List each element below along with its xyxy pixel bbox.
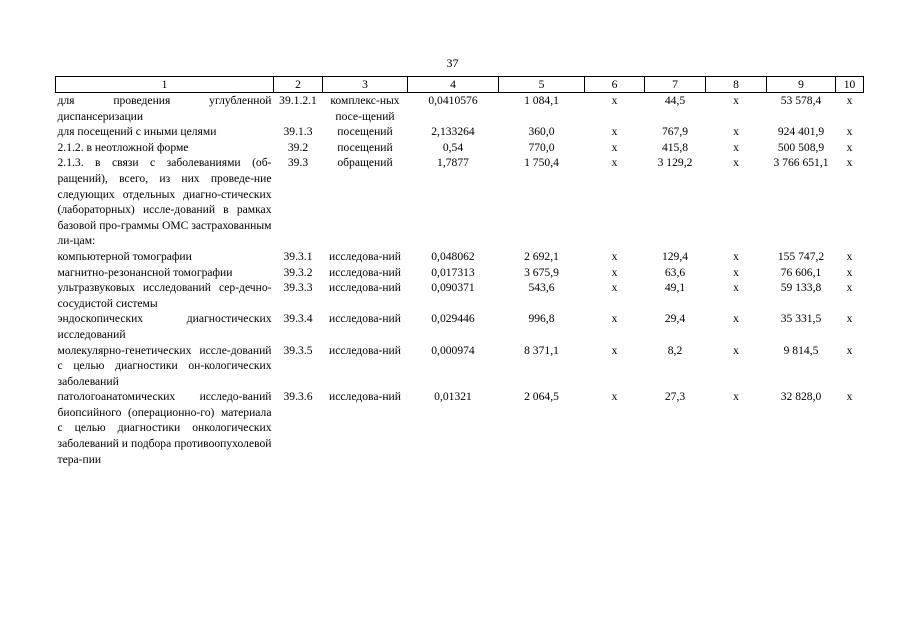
row-col7-cell: 8,2 [667, 343, 683, 357]
column-header-4: 4 [408, 77, 499, 93]
table-header [56, 77, 864, 93]
table-row [56, 124, 864, 140]
row-col6-cell: х [611, 94, 618, 107]
column-header-8: 8 [706, 77, 767, 93]
row-col8-cell: х [733, 249, 739, 263]
row-code-cell: 39.1.3 [283, 125, 313, 139]
row-name-cell: молекулярно-генетических иссле-дований с целью диагностики он-кологических заболеваний [57, 343, 272, 388]
row-col4-cell: 0,01321 [434, 390, 472, 404]
column-header-1: 1 [56, 77, 274, 93]
row-unit-cell: исследова-ний [329, 265, 401, 279]
row-col7-cell: 767,9 [661, 125, 689, 139]
row-col9-cell: 155 747,2 [777, 249, 825, 263]
row-col8-cell: х [733, 140, 739, 154]
row-col6-cell: х [611, 156, 618, 170]
row-col10-cell: х [846, 390, 853, 404]
table-row [56, 280, 864, 311]
row-col6-cell: х [611, 281, 618, 295]
column-header-5: 5 [499, 77, 585, 93]
table-row [56, 249, 864, 265]
table-row [56, 265, 864, 281]
page-number: 37 [446, 56, 459, 70]
row-col6-cell: х [611, 140, 618, 154]
column-header-10: 10 [836, 77, 864, 93]
row-col7-cell: 63,6 [664, 265, 686, 279]
row-unit-cell: исследова-ний [329, 312, 401, 326]
row-code-cell: 39.3.6 [283, 390, 313, 404]
row-col6-cell: х [611, 265, 618, 279]
row-name-cell: для посещений с иными целями [57, 125, 217, 139]
row-col5-cell: 8 371,1 [524, 343, 559, 357]
row-col10-cell: х [846, 94, 853, 107]
row-col7-cell: 3 129,2 [657, 156, 693, 170]
row-col9-cell: 59 133,8 [780, 281, 822, 295]
row-col9-cell: 53 578,4 [780, 94, 822, 107]
row-unit-cell: обращений [337, 156, 393, 170]
row-col4-cell: 0,000974 [431, 343, 475, 357]
row-col10-cell: х [846, 265, 853, 279]
table-row [56, 93, 864, 125]
row-col4-cell: 2,133264 [431, 125, 475, 139]
row-col9-cell: 76 606,1 [780, 265, 822, 279]
row-col8-cell: х [733, 343, 739, 357]
row-unit-cell: исследова-ний [329, 249, 401, 263]
row-code-cell: 39.3.2 [283, 265, 313, 279]
row-col8-cell: х [733, 156, 739, 170]
row-col10-cell: х [846, 125, 853, 139]
row-col8-cell: х [733, 265, 739, 279]
row-name-cell: эндоскопических диагностических исследований [57, 312, 272, 341]
row-col4-cell: 0,090371 [431, 281, 475, 295]
row-col10-cell: х [846, 249, 853, 263]
row-col5-cell: 3 675,9 [524, 265, 559, 279]
row-col7-cell: 27,3 [664, 390, 686, 404]
row-code-cell: 39.3.3 [283, 281, 313, 295]
row-unit-cell: посещений [337, 140, 393, 154]
row-name-cell: патологоанатомических исследо-ваний биопсийного (операционно-го) материала с целью диагностики онкологических заболеваний и подбора противоопухолевой тера-пии [57, 390, 272, 466]
row-col4-cell: 0,029446 [431, 312, 475, 326]
row-col4-cell: 0,0410576 [428, 94, 478, 107]
row-col10-cell: х [846, 140, 853, 154]
row-col8-cell: х [733, 312, 739, 326]
row-col6-cell: х [611, 390, 618, 404]
row-code-cell: 39.1.2.1 [279, 94, 317, 107]
row-col7-cell: 49,1 [664, 281, 686, 295]
row-col5-cell: 360,0 [528, 125, 555, 139]
column-header-3: 3 [323, 77, 408, 93]
row-name-cell: 2.1.2. в неотложной форме [57, 140, 189, 154]
row-unit-cell: исследова-ний [329, 281, 401, 295]
table-row [56, 389, 864, 467]
row-name-cell: ультразвуковых исследований сер-дечно-сосудистой системы [57, 281, 272, 310]
row-col10-cell: х [846, 156, 853, 170]
row-code-cell: 39.3 [287, 156, 309, 170]
row-col7-cell: 29,4 [664, 312, 686, 326]
row-col5-cell: 996,8 [528, 312, 555, 326]
row-unit-cell: посещений [337, 125, 393, 139]
row-col4-cell: 0,017313 [431, 265, 475, 279]
row-name-cell: 2.1.3. в связи с заболеваниями (об-ращений), всего, из них проведе-ние следующих отдельных диагно-стических (лабораторных) иссле-дований в рамках базовой про-граммы ОМС застрахованным ли-цам: [57, 156, 272, 248]
table-body [56, 93, 864, 468]
row-col8-cell: х [733, 94, 739, 107]
row-col7-cell: 44,5 [664, 94, 686, 107]
table-row [56, 140, 864, 156]
table-row [56, 311, 864, 342]
row-code-cell: 39.3.4 [283, 312, 313, 326]
row-code-cell: 39.3.5 [283, 343, 313, 357]
row-name-cell: магнитно-резонансной томографии [57, 265, 233, 279]
row-unit-cell: комплекс-ных посе-щений [330, 94, 400, 123]
row-col8-cell: х [733, 390, 739, 404]
table-row [56, 343, 864, 390]
row-col7-cell: 129,4 [661, 249, 689, 263]
row-col9-cell: 9 814,5 [783, 343, 819, 357]
row-col5-cell: 1 084,1 [524, 94, 559, 107]
row-code-cell: 39.2 [287, 140, 309, 154]
row-col4-cell: 1,7877 [437, 156, 469, 170]
row-col5-cell: 543,6 [528, 281, 555, 295]
row-col4-cell: 0,048062 [431, 249, 475, 263]
row-col5-cell: 2 064,5 [524, 390, 559, 404]
row-col6-cell: х [611, 312, 618, 326]
column-header-7: 7 [645, 77, 706, 93]
row-col9-cell: 924 401,9 [777, 125, 825, 139]
row-col9-cell: 500 508,9 [777, 140, 825, 154]
row-col7-cell: 415,8 [661, 140, 689, 154]
table-row [56, 155, 864, 249]
row-name-cell: компьютерной томографии [57, 249, 192, 263]
row-col9-cell: 3 766 651,1 [773, 156, 829, 170]
row-col10-cell: х [846, 343, 853, 357]
row-unit-cell: исследова-ний [329, 390, 401, 404]
row-name-cell: для проведения углубленной диспансеризации [57, 94, 272, 123]
data-table [55, 76, 864, 467]
row-col6-cell: х [611, 125, 618, 139]
row-col9-cell: 32 828,0 [780, 390, 822, 404]
row-col6-cell: х [611, 249, 618, 263]
row-col8-cell: х [733, 125, 739, 139]
column-header-6: 6 [585, 77, 645, 93]
row-col10-cell: х [846, 312, 853, 326]
column-header-9: 9 [767, 77, 836, 93]
row-col4-cell: 0,54 [442, 140, 464, 154]
row-col9-cell: 35 331,5 [780, 312, 822, 326]
row-unit-cell: исследова-ний [329, 343, 401, 357]
row-col5-cell: 2 692,1 [524, 249, 559, 263]
row-code-cell: 39.3.1 [283, 249, 313, 263]
row-col8-cell: х [733, 281, 739, 295]
row-col10-cell: х [846, 281, 853, 295]
row-col5-cell: 1 750,4 [524, 156, 559, 170]
row-col5-cell: 770,0 [528, 140, 555, 154]
column-header-2: 2 [274, 77, 323, 93]
row-col6-cell: х [611, 343, 618, 357]
